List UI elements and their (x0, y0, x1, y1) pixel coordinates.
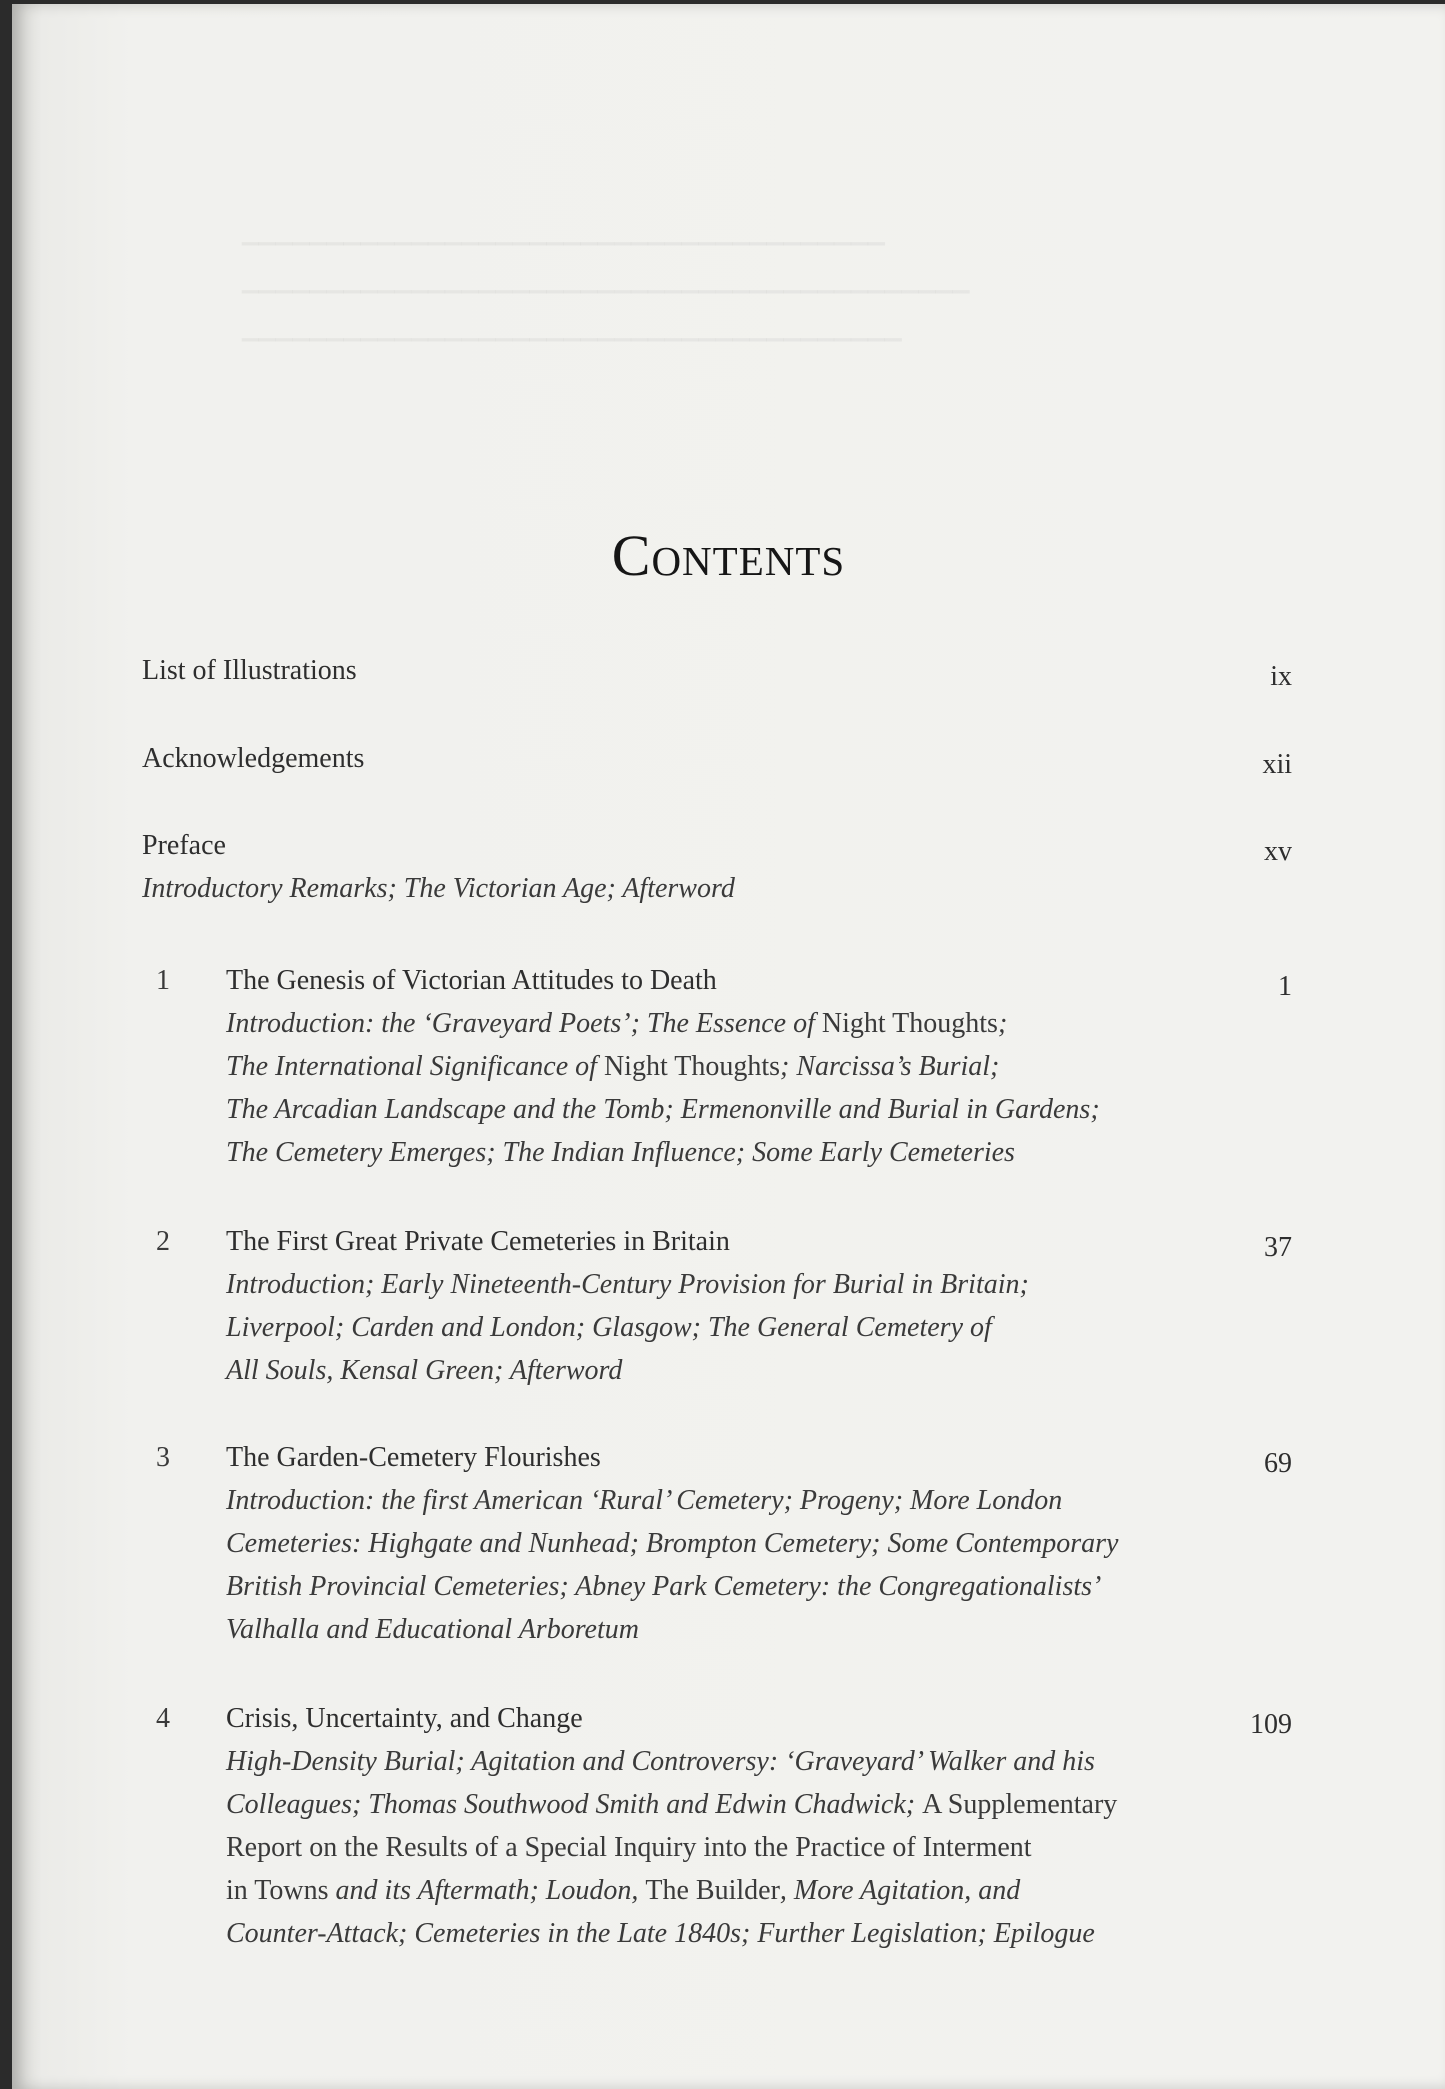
chapter-subtopic-line (226, 1783, 1226, 1826)
subtopic-work-title: Report on the Results of a Special Inquiry into the Practice of Interment (226, 1832, 1032, 1863)
toc-chapter-3[interactable] (142, 1436, 1292, 1656)
chapter-subtopic-line (226, 1740, 1226, 1783)
chapter-number: 2 (156, 1226, 170, 1257)
chapter-subtopics (226, 1740, 1226, 1955)
chapter-title: The Genesis of Victorian Attitudes to Death (226, 965, 717, 996)
show-through-ghost: ▁▁▁▁▁▁▁▁▁▁▁▁▁▁▁▁▁▁▁▁▁▁▁▁▁▁▁▁▁▁▁▁▁▁▁▁▁▁▁▁▁▁▁ (242, 268, 970, 293)
chapter-title: Crisis, Uncertainty, and Change (226, 1703, 583, 1734)
toc-page-number: xv (1264, 836, 1292, 867)
subtopic-text: ; Narcissa’s Burial; (780, 1051, 1000, 1082)
chapter-subtopic-line (226, 1565, 1226, 1608)
chapter-subtopic-line (226, 1912, 1226, 1955)
chapter-subtopic-line (226, 1479, 1226, 1522)
subtopic-text: Cemeteries: Highgate and Nunhead; Brompton Cemetery; Some Contemporary (226, 1528, 1119, 1559)
subtopic-text: Introduction: the ‘Graveyard Poets’; The Essence of (226, 1008, 822, 1039)
subtopic-work-title: The Builder (645, 1875, 780, 1906)
subtopic-text: British Provincial Cemeteries; Abney Park Cemetery: the Congregationalists’ (226, 1571, 1102, 1602)
toc-page-number: 37 (1264, 1232, 1292, 1263)
subtopic-text: and its Aftermath; Loudon, (335, 1875, 646, 1906)
chapter-subtopic-line (226, 1045, 1226, 1088)
chapter-number: 3 (156, 1442, 170, 1473)
chapter-text (226, 1697, 1226, 1955)
chapter-subtopic-line (226, 1869, 1226, 1912)
toc-page-number: 109 (1250, 1709, 1292, 1740)
chapter-subtopic-line (226, 1522, 1226, 1565)
chapter-subtopic-line (226, 1826, 1226, 1869)
toc-chapter-1[interactable] (142, 959, 1292, 1189)
chapter-subtopic-line (226, 1263, 1226, 1306)
show-through-ghost: ▁▁▁▁▁▁▁▁▁▁▁▁▁▁▁▁▁▁▁▁▁▁▁▁▁▁▁▁▁▁▁▁▁▁▁▁▁▁ (242, 220, 885, 245)
book-page (12, 4, 1445, 2089)
chapter-subtopic-line (226, 1306, 1226, 1349)
chapter-text (226, 1220, 1226, 1392)
toc-entry-label: List of Illustrations (142, 655, 357, 686)
chapter-subtopic-line (226, 1002, 1226, 1045)
chapter-subtopic-line (226, 1088, 1226, 1131)
subtopic-text: All Souls, Kensal Green; Afterword (226, 1355, 623, 1386)
subtopic-text: The International Significance of (226, 1051, 604, 1082)
subtopic-text: , More Agitation, and (779, 1875, 1021, 1906)
chapter-subtopics (226, 1263, 1226, 1392)
show-through-ghost: ▁▁▁▁▁▁▁▁▁▁▁▁▁▁▁▁▁▁▁▁▁▁▁▁▁▁▁▁▁▁▁▁▁▁▁▁▁▁▁ (242, 316, 902, 341)
chapter-number: 4 (156, 1703, 170, 1734)
toc-page-number: xii (1262, 749, 1292, 780)
toc-entry-subtopics: Introductory Remarks; The Victorian Age; Afterword (142, 873, 735, 904)
subtopic-work-title: A Supplementary (922, 1789, 1118, 1820)
subtopic-text: Counter-Attack; Cemeteries in the Late 1840s; Further Legislation; Epilogue (226, 1918, 1095, 1949)
chapter-text (226, 959, 1226, 1174)
chapter-text (226, 1436, 1226, 1651)
toc-entry-label: Acknowledgements (142, 743, 365, 774)
chapter-subtopic-line (226, 1608, 1226, 1651)
subtopic-text: The Cemetery Emerges; The Indian Influence; Some Early Cemeteries (226, 1137, 1015, 1168)
chapter-subtopic-line (226, 1349, 1226, 1392)
chapter-title: The First Great Private Cemeteries in Britain (226, 1226, 730, 1257)
toc-page-number: ix (1270, 661, 1292, 692)
subtopic-work-title: Night Thoughts (821, 1008, 998, 1039)
toc-entry-acknowledgements[interactable] (142, 737, 1292, 780)
chapter-subtopics (226, 1002, 1226, 1174)
subtopic-work-title: Night Thoughts (603, 1051, 781, 1082)
subtopic-work-title: in Towns (226, 1875, 336, 1906)
toc-entry-list-of-illustrations[interactable] (142, 649, 1292, 692)
subtopic-text: High-Density Burial; Agitation and Controversy: ‘Graveyard’ Walker and his (226, 1746, 1095, 1777)
toc-chapter-2[interactable] (142, 1220, 1292, 1400)
toc-page-number: 1 (1278, 971, 1292, 1002)
contents-title: Contents (611, 523, 846, 588)
toc-entry-label: Preface (142, 830, 226, 861)
toc-page-number: 69 (1264, 1448, 1292, 1479)
subtopic-text: Valhalla and Educational Arboretum (226, 1614, 639, 1645)
chapter-subtopics (226, 1479, 1226, 1651)
chapter-subtopic-line (226, 1131, 1226, 1174)
subtopic-text: The Arcadian Landscape and the Tomb; Ermenonville and Burial in Gardens; (226, 1094, 1100, 1125)
toc-chapter-4[interactable] (142, 1697, 1292, 1967)
subtopic-text: Introduction: the first American ‘Rural’ Cemetery; Progeny; More London (226, 1485, 1063, 1516)
toc-entry-preface[interactable] (142, 824, 1292, 910)
subtopic-text: Introduction; Early Nineteenth-Century Provision for Burial in Britain; (226, 1269, 1029, 1300)
chapter-number: 1 (156, 965, 170, 996)
subtopic-text: ; (997, 1008, 1008, 1039)
subtopic-text: Colleagues; Thomas Southwood Smith and Edwin Chadwick; (226, 1789, 923, 1820)
chapter-title: The Garden-Cemetery Flourishes (226, 1442, 601, 1473)
subtopic-text: Liverpool; Carden and London; Glasgow; The General Cemetery of (226, 1312, 992, 1343)
